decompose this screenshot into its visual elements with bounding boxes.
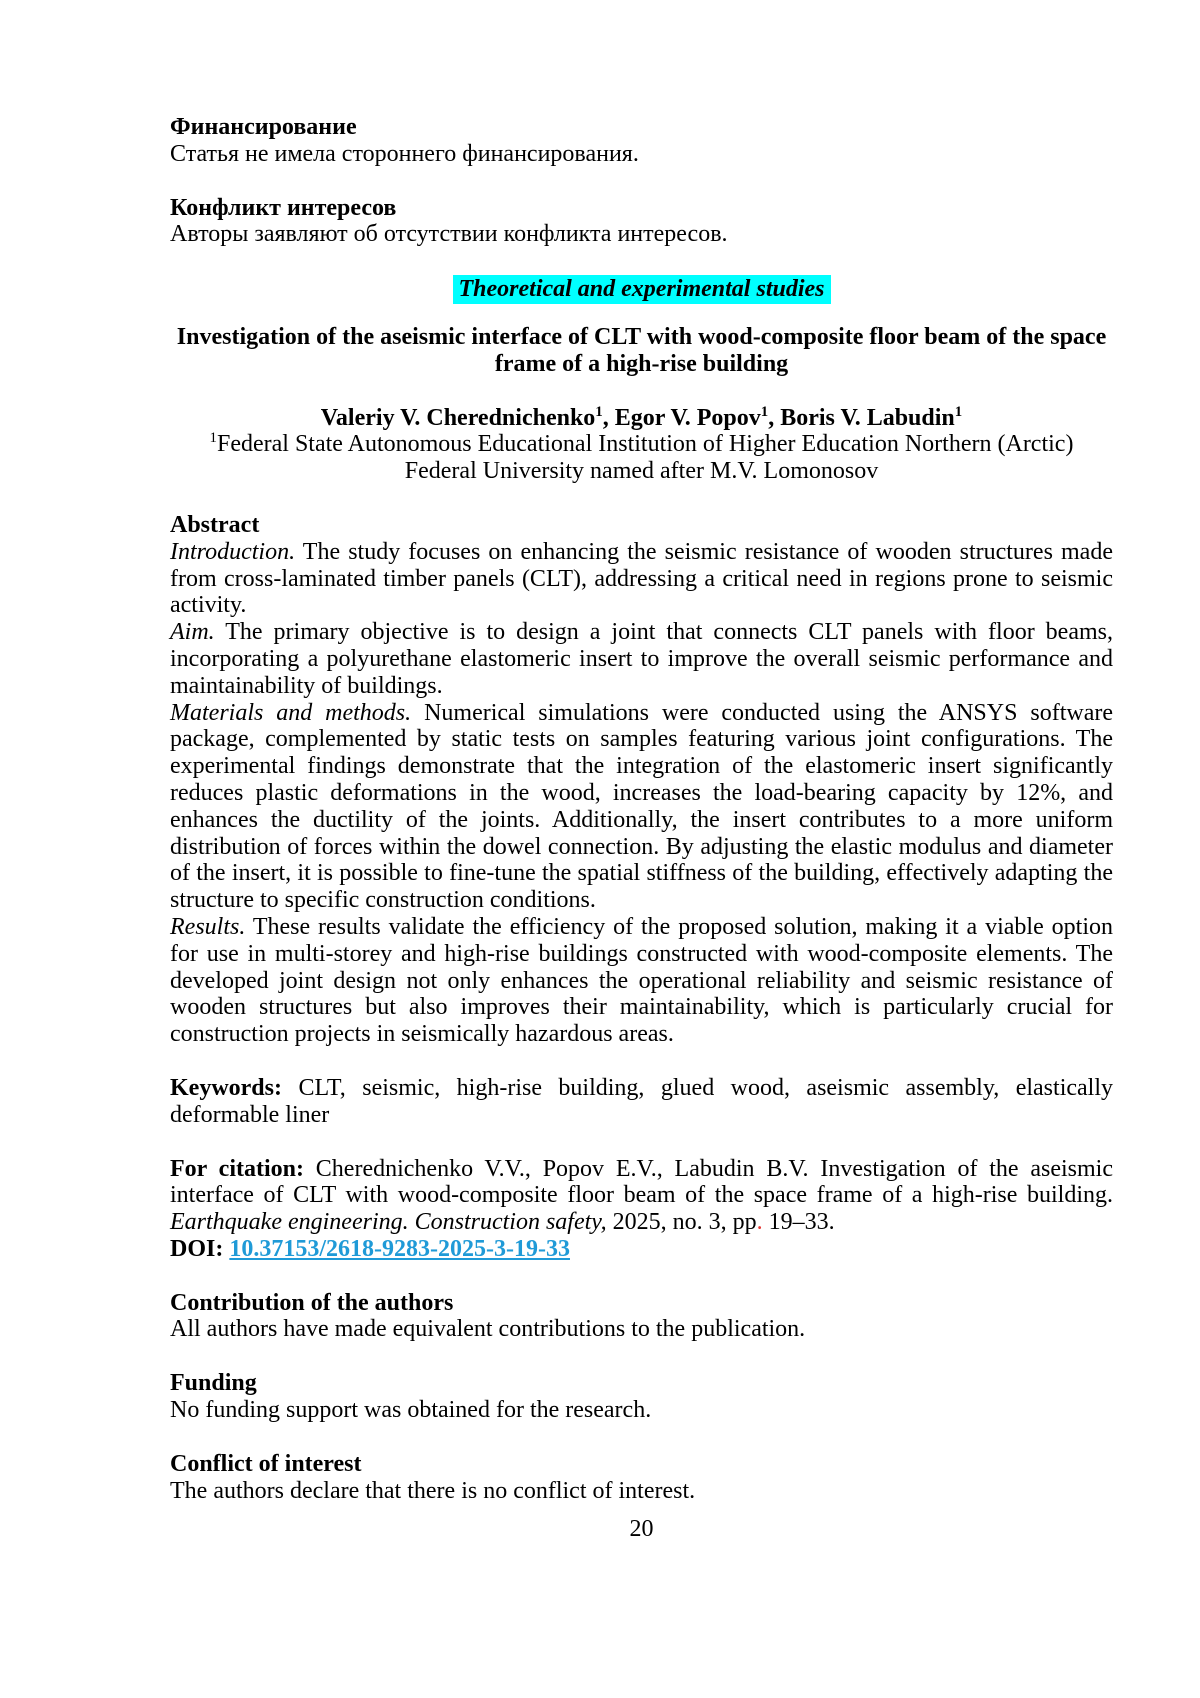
keywords-text: CLT, seismic, high-rise building, glued wood, aseismic assembly, elastically deformable liner: [170, 1074, 1113, 1128]
spacer: [170, 1048, 1113, 1075]
doi-link[interactable]: 10.37153/2618-9283-2025-3-19-33: [229, 1235, 570, 1262]
en-funding-text: No funding support was obtained for the research.: [170, 1397, 652, 1424]
abstract-paragraph-aim: [170, 619, 1113, 699]
abstract-paragraph-materials: [170, 700, 1113, 914]
paragraph-lead: Materials and methods.: [170, 699, 412, 726]
ru-funding-text: Статья не имела стороннего финансирования.: [170, 140, 639, 167]
page-number: 20: [629, 1516, 654, 1543]
affiliation-sup: 1: [209, 430, 217, 447]
article-title: Investigation of the aseismic interface of CLT with wood-composite floor beam of the space frame of a high-rise building: [176, 323, 1107, 377]
citation-text: Cherednichenko V.V., Popov E.V., Labudin B.V. Investigation of the aseismic interface of CLT with wood-composite floor beam of the space frame of a high-rise building.: [170, 1155, 1113, 1209]
spacer: [170, 1424, 1113, 1451]
contribution-text: All authors have made equivalent contributions to the publication.: [170, 1316, 806, 1343]
abstract-paragraph-results: [170, 914, 1113, 1048]
paragraph-lead: Results.: [170, 913, 246, 940]
spacer: [170, 304, 1113, 324]
author-name: Egor V. Popov: [614, 404, 761, 431]
author-name: Valeriy V. Cherednichenko: [320, 404, 596, 431]
abstract-paragraph-introduction: [170, 539, 1113, 619]
en-conflict-heading: Conflict of interest: [170, 1450, 362, 1477]
spacer: [170, 1263, 1113, 1290]
en-funding-heading: Funding: [170, 1370, 257, 1397]
en-conflict-text: The authors declare that there is no conflict of interest.: [170, 1477, 696, 1504]
citation-journal: Earthquake engineering. Construction safety,: [170, 1209, 607, 1236]
citation-label: For citation:: [170, 1155, 304, 1182]
affiliation: [207, 431, 1077, 485]
spacer: [170, 1343, 1113, 1370]
spacer: [170, 378, 1113, 405]
abstract-heading: Abstract: [170, 511, 260, 538]
citation-pages: 19–33.: [768, 1209, 835, 1236]
ru-conflict-text: Авторы заявляют об отсутствии конфликта интересов.: [170, 221, 728, 248]
keywords: [170, 1075, 1113, 1129]
author-affiliation-sup: 1: [760, 403, 769, 420]
section-banner: Theoretical and experimental studies: [453, 275, 831, 304]
keywords-label: Keywords:: [170, 1074, 282, 1101]
citation-red-period: .: [756, 1209, 763, 1236]
spacer: [170, 248, 1113, 275]
paragraph-text: The primary objective is to design a joint that connects CLT panels with floor beams, incorporating a polyurethane elastomeric insert to improve the overall seismic performance and maintainability of buildings.: [170, 619, 1113, 699]
spacer: [170, 1129, 1113, 1156]
paragraph-text: The study focuses on enhancing the seismic resistance of wooden structures made from cross-laminated timber panels (CLT), addressing a critical need in regions prone to seismic activity.: [170, 538, 1113, 619]
ru-funding-heading: Финансирование: [170, 114, 357, 140]
citation-tail: 2025, no. 3, pp: [612, 1209, 757, 1236]
paragraph-lead: Introduction.: [170, 538, 296, 565]
paragraph-text: These results validate the efficiency of the proposed solution, making it a viable option for use in multi-storey and high-rise buildings constructed with wood-composite elements. The developed joint design not only enhances the operational reliability and seismic resistance of wooden structures but also improves their maintainability, which is particularly crucial for construction projects in seismically hazardous areas.: [170, 913, 1113, 1048]
section-banner-wrap: [170, 275, 1113, 304]
spacer: [170, 485, 1113, 512]
doi-label: DOI:: [170, 1235, 224, 1262]
contribution-heading: Contribution of the authors: [170, 1289, 454, 1316]
author-name: Boris V. Labudin: [780, 404, 955, 431]
paragraph-lead: Aim.: [170, 619, 215, 646]
authors-line: Valeriy V. Cherednichenko$^1$, Egor V. Popov$^1$, Boris V. Labudin$^1$: [320, 403, 963, 431]
spacer: [170, 168, 1113, 195]
doi-line: [170, 1236, 1113, 1263]
author-affiliation-sup: 1: [595, 403, 603, 420]
ru-conflict-heading: Конфликт интересов: [170, 194, 397, 221]
paragraph-text: Numerical simulations were conducted using the ANSYS software package, complemented by static tests on samples featuring various joint configurations. The experimental findings demonstrate that the integration of the elastomeric insert significantly reduces plastic deformations in the wood, increases the load-bearing capacity by 12%, and enhances the ductility of the joints. Additionally, the insert contributes to a more uniform distribution of forces within the dowel connection. By adjusting the elastic modulus and diameter of the insert, it is possible to fine-tune the spatial stiffness of the building, effectively adapting the structure to specific construction conditions.: [170, 699, 1114, 914]
author-affiliation-sup: 1: [954, 403, 963, 420]
affiliation-text: Federal State Autonomous Educational Institution of Higher Education Northern (Arctic) Federal University named after M.V. Lomonosov: [216, 431, 1074, 485]
citation: [170, 1156, 1113, 1236]
